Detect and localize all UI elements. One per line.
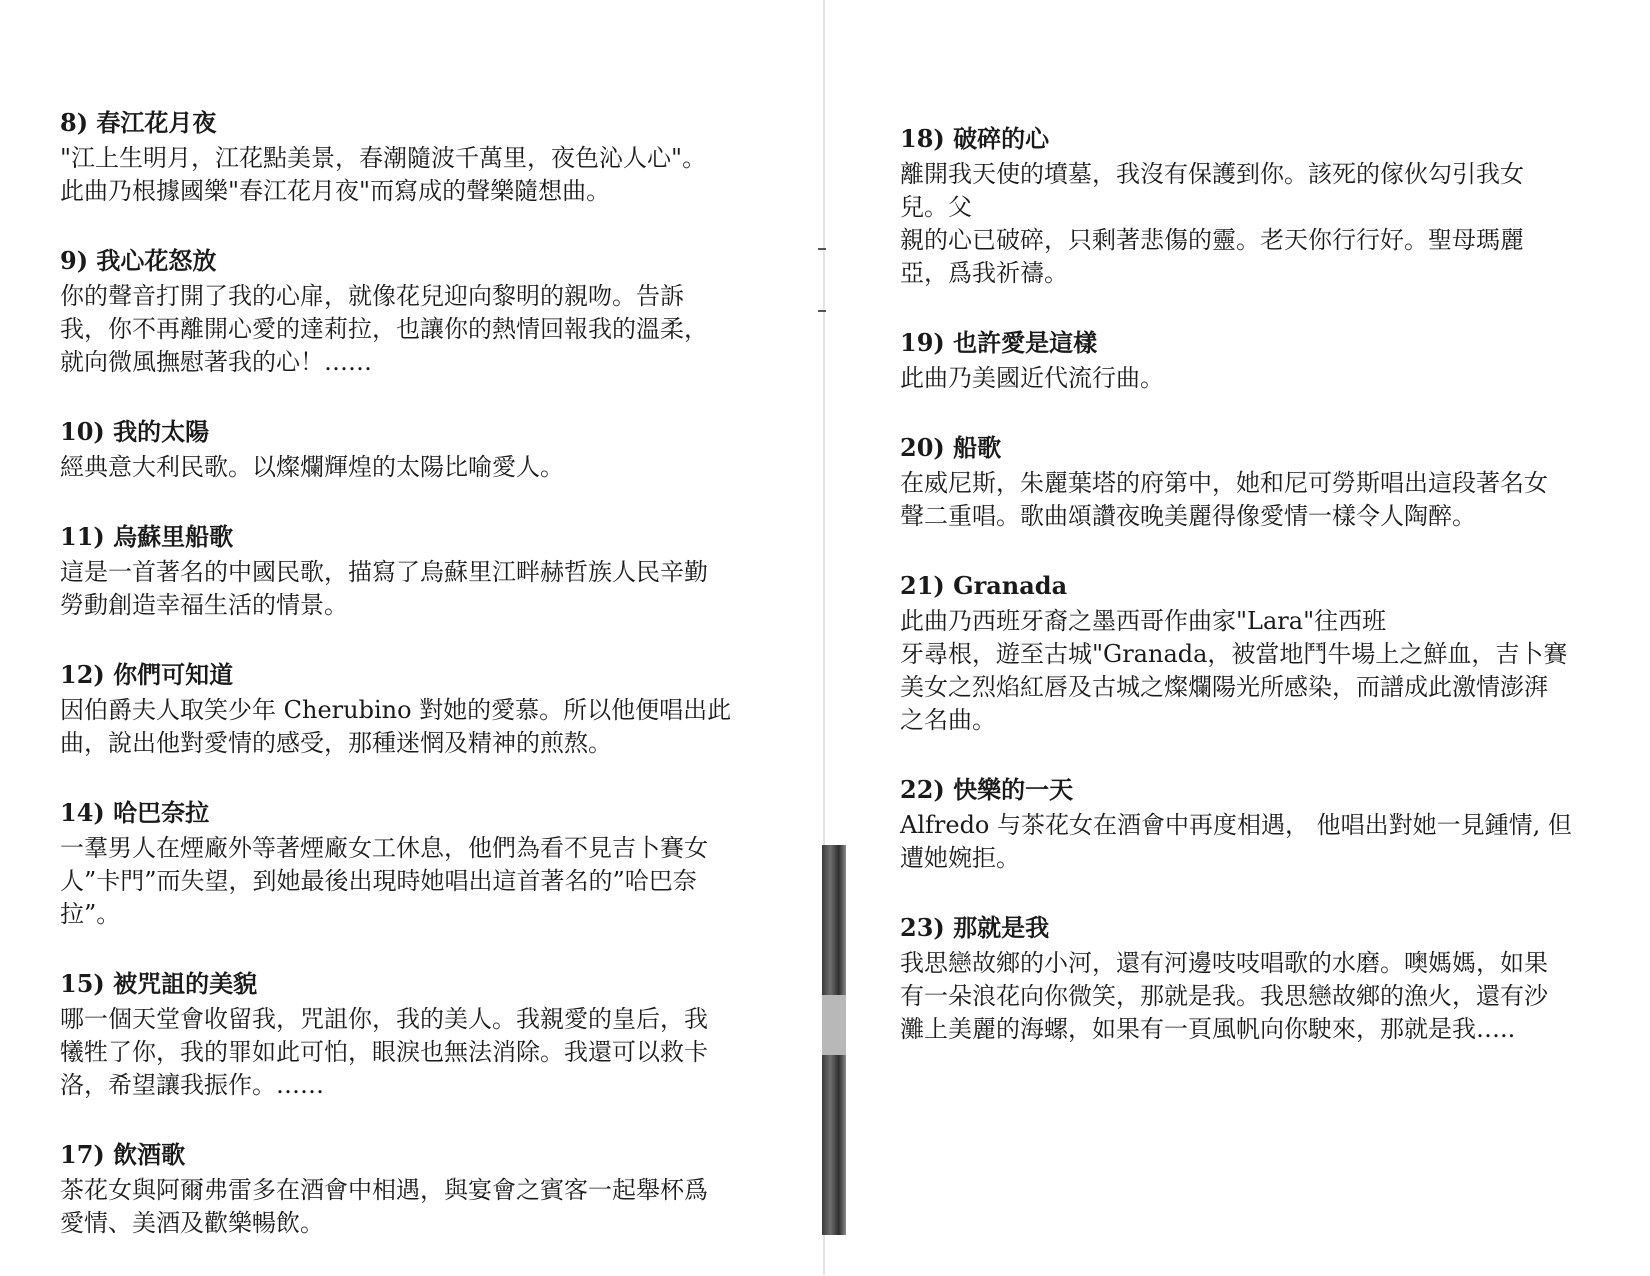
song-entry	[900, 431, 1590, 533]
song-description-line: 此曲乃根據國樂"春江花月夜"而寫成的聲樂隨想曲。	[60, 177, 611, 205]
song-description-line: 兒。父	[900, 193, 972, 221]
song-description-line: 你的聲音打開了我的心扉，就像花兒迎向黎明的親吻。告訴	[60, 282, 684, 310]
song-description-line: 經典意大利民歌。以燦爛輝煌的太陽比喻愛人。	[60, 453, 564, 481]
song-entry	[900, 569, 1590, 737]
song-description-line: 離開我天使的墳墓，我沒有保護到你。該死的傢伙勾引我女	[900, 160, 1524, 188]
song-title: 20) 船歌	[900, 433, 1002, 462]
song-description-line: 犧牲了你，我的罪如此可怕，眼淚也無法消除。我還可以救卡	[60, 1038, 708, 1066]
song-description-line: 哪一個天堂會收留我，咒詛你，我的美人。我親愛的皇后，我	[60, 1005, 708, 1033]
song-title: 10) 我的太陽	[60, 417, 210, 446]
song-title: 23) 那就是我	[900, 913, 1050, 942]
song-description-line: 愛情、美酒及歡樂暢飲。	[60, 1209, 324, 1237]
song-entry	[900, 326, 1590, 395]
left-page	[0, 0, 815, 1275]
song-description-line: 茶花女與阿爾弗雷多在酒會中相遇，與宴會之賓客一起舉杯爲	[60, 1176, 708, 1204]
song-description-line: 聲二重唱。歌曲頌讚夜晚美麗得像愛情一樣令人陶醉。	[900, 502, 1476, 530]
song-description-line: 之名曲。	[900, 706, 996, 734]
song-title: 9) 我心花怒放	[60, 246, 217, 275]
song-title: 15) 被咒詛的美貌	[60, 969, 258, 998]
song-description-line: 在威尼斯，朱麗葉塔的府第中，她和尼可勞斯唱出這段著名女	[900, 469, 1548, 497]
right-page	[820, 0, 1650, 1275]
song-description-line: 因伯爵夫人取笑少年 Cherubino 對她的愛慕。所以他便唱出此	[60, 696, 732, 724]
song-entry	[60, 244, 750, 379]
song-description-line: Alfredo 与茶花女在酒會中再度相遇， 他唱出對她一見鍾情, 但	[900, 811, 1572, 839]
song-description-line: 我思戀故鄉的小河，還有河邊吱吱唱歌的水磨。噢媽媽，如果	[900, 949, 1548, 977]
song-description-line: 灘上美麗的海螺，如果有一頁風帆向你駛來，那就是我…..	[900, 1015, 1516, 1043]
song-description-line: 有一朵浪花向你微笑，那就是我。我思戀故鄉的漁火，還有沙	[900, 982, 1548, 1010]
song-description-line: "江上生明月，江花點美景，春潮隨波千萬里，夜色沁人心"。	[60, 144, 707, 172]
song-description-line: 美女之烈焰紅唇及古城之燦爛陽光所感染，而譜成此激情澎湃	[900, 673, 1548, 701]
song-description-line: 一羣男人在煙廠外等著煙廠女工休息，他們為看不見吉卜賽女	[60, 834, 708, 862]
song-description-line: 曲，說出他對愛情的感受，那種迷惘及精神的煎熬。	[60, 729, 612, 757]
song-title: 21) Granada	[900, 571, 1068, 600]
song-title: 14) 哈巴奈拉	[60, 798, 210, 827]
song-description-line: 此曲乃美國近代流行曲。	[900, 364, 1164, 392]
song-description-line: 拉”。	[60, 900, 121, 928]
song-title: 18) 破碎的心	[900, 124, 1050, 153]
song-title: 17) 飲酒歌	[60, 1140, 186, 1169]
song-description-line: 此曲乃西班牙裔之墨西哥作曲家"Lara"往西班	[900, 607, 1387, 635]
song-description-line: 就向微風撫慰著我的心！……	[60, 348, 372, 376]
song-entry	[60, 796, 750, 931]
song-description-line: 牙尋根，遊至古城"Granada，被當地鬥牛場上之鮮血，吉卜賽	[900, 640, 1568, 668]
song-description-line: 勞動創造幸福生活的情景。	[60, 591, 348, 619]
song-entry	[60, 658, 750, 760]
song-description-line: 洛，希望讓我振作。……	[60, 1071, 324, 1099]
song-description-line: 我，你不再離開心愛的達莉拉，也讓你的熱情回報我的溫柔，	[60, 315, 708, 343]
song-description-line: 亞，爲我祈禱。	[900, 259, 1068, 287]
song-title: 22) 快樂的一天	[900, 775, 1074, 804]
song-entry	[60, 106, 750, 208]
song-entry	[60, 1138, 750, 1240]
song-entry	[900, 773, 1590, 875]
left-page-column	[60, 106, 750, 1276]
song-title: 8) 春江花月夜	[60, 108, 217, 137]
song-entry	[900, 911, 1590, 1046]
song-description-line: 這是一首著名的中國民歌，描寫了烏蘇里江畔赫哲族人民辛勤	[60, 558, 708, 586]
song-title: 11) 烏蘇里船歌	[60, 522, 234, 551]
song-description-line: 人”卡門”而失望，到她最後出現時她唱出這首著名的”哈巴奈	[60, 867, 697, 895]
song-description-line: 遭她婉拒。	[900, 844, 1020, 872]
song-entry	[900, 122, 1590, 290]
right-page-column	[900, 122, 1590, 1082]
song-description-line: 親的心已破碎，只剩著悲傷的靈。老天你行行好。聖母瑪麗	[900, 226, 1524, 254]
song-entry	[60, 415, 750, 484]
song-entry	[60, 967, 750, 1102]
song-title: 12) 你們可知道	[60, 660, 234, 689]
song-title: 19) 也許愛是這樣	[900, 328, 1098, 357]
song-entry	[60, 520, 750, 622]
